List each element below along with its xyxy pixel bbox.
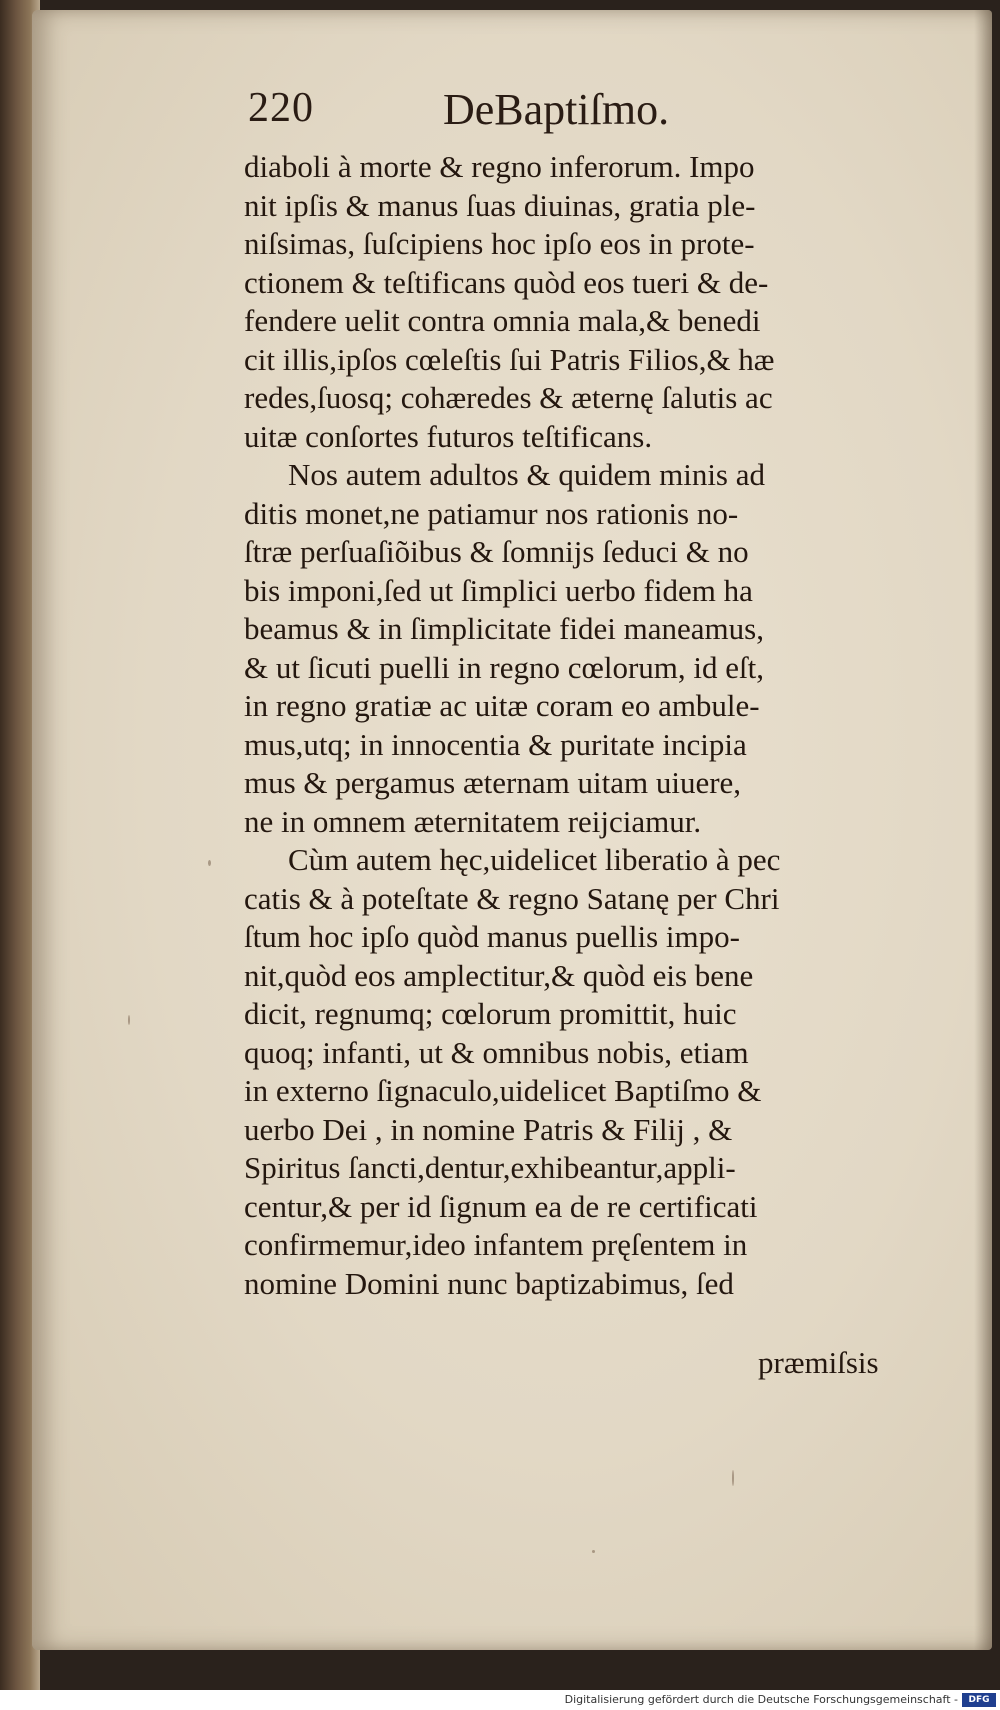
text-line: ſtum hoc ipſo quòd manus puellis impo- xyxy=(244,919,740,954)
text-line: catis & à poteſtate & regno Satanę per Chri xyxy=(244,880,780,916)
paper-speck xyxy=(128,1015,130,1025)
text-line: Spiritus ſancti,dentur,exhibeantur,appli- xyxy=(244,1150,736,1185)
text-line: fendere uelit contra omnia mala,& benedi xyxy=(244,303,761,338)
page-number: 220 xyxy=(248,85,314,131)
text-line: ne in omnem æternitatem reijciamur. xyxy=(244,803,702,839)
text-line: ctionem & teſtificans quòd eos tueri & de- xyxy=(244,264,769,300)
text-line: nit,quòd eos amplectitur,& quòd eis bene xyxy=(244,957,754,993)
funding-credit: Digitalisierung gefördert durch die Deutsche Forschungsgemeinschaft - xyxy=(564,1693,958,1706)
text-line: in regno gratiæ ac uitæ coram eo ambule- xyxy=(244,688,760,723)
text-line: Nos autem adultos & quidem minis ad xyxy=(288,457,766,492)
paper-speck xyxy=(732,1470,734,1486)
text-line: redes,ſuosq; cohæredes & æternę ſalutis ac xyxy=(244,380,773,415)
text-line: ditis monet,ne patiamur nos rationis no- xyxy=(244,495,739,531)
text-line: beamus & in ſimplicitate fidei maneamus, xyxy=(244,611,764,646)
paper-speck xyxy=(208,860,211,866)
text-line: centur,& per id ſignum ea de re certificati xyxy=(244,1188,758,1224)
text-line: quoq; infanti, ut & omnibus nobis, etiam xyxy=(244,1034,749,1070)
dfg-logo: DFG xyxy=(962,1693,996,1707)
text-line: niſsimas, ſuſcipiens hoc ipſo eos in prote- xyxy=(244,226,755,261)
text-line: ſtræ perſuaſiõibus & ſomnijs ſeduci & no xyxy=(244,534,749,569)
text-line: uitæ conſortes futuros teſtificans. xyxy=(244,418,653,454)
body-text xyxy=(244,148,924,1303)
text-line: dicit, regnumq; cœlorum promittit, huic xyxy=(244,996,737,1031)
catchword: præmiſsis xyxy=(758,1345,879,1380)
text-line: uerbo Dei , in nomine Patris & Filij , & xyxy=(244,1111,733,1147)
text-line: & ut ſicuti puelli in regno cœlorum, id eſt, xyxy=(244,649,765,685)
running-title: DeBaptiſmo. xyxy=(443,85,670,134)
paper-speck xyxy=(592,1550,595,1553)
text-line: diaboli à morte & regno inferorum. Impo xyxy=(244,149,755,184)
text-line: Cùm autem hęc,uidelicet liberatio à pec xyxy=(288,842,781,877)
text-line: confirmemur,ideo infantem pręſentem in xyxy=(244,1227,748,1262)
text-line: nit ipſis & manus ſuas diuinas, gratia ple- xyxy=(244,187,756,223)
text-line: bis imponi,ſed ut ſimplici uerbo fidem ha xyxy=(244,572,753,608)
text-line: nomine Domini nunc baptizabimus, ſed xyxy=(244,1265,734,1301)
text-line: cit illis,ipſos cœleſtis ſui Patris Filios,& hæ xyxy=(244,341,775,377)
text-line: mus,utq; in innocentia & puritate incipia xyxy=(244,726,747,762)
text-line: in externo ſignaculo,uidelicet Baptiſmo & xyxy=(244,1073,762,1108)
page-header xyxy=(248,84,808,144)
page-edge-shadow xyxy=(974,10,992,1650)
digitization-footer xyxy=(0,1690,1000,1710)
text-line: mus & pergamus æternam uitam uiuere, xyxy=(244,765,742,800)
